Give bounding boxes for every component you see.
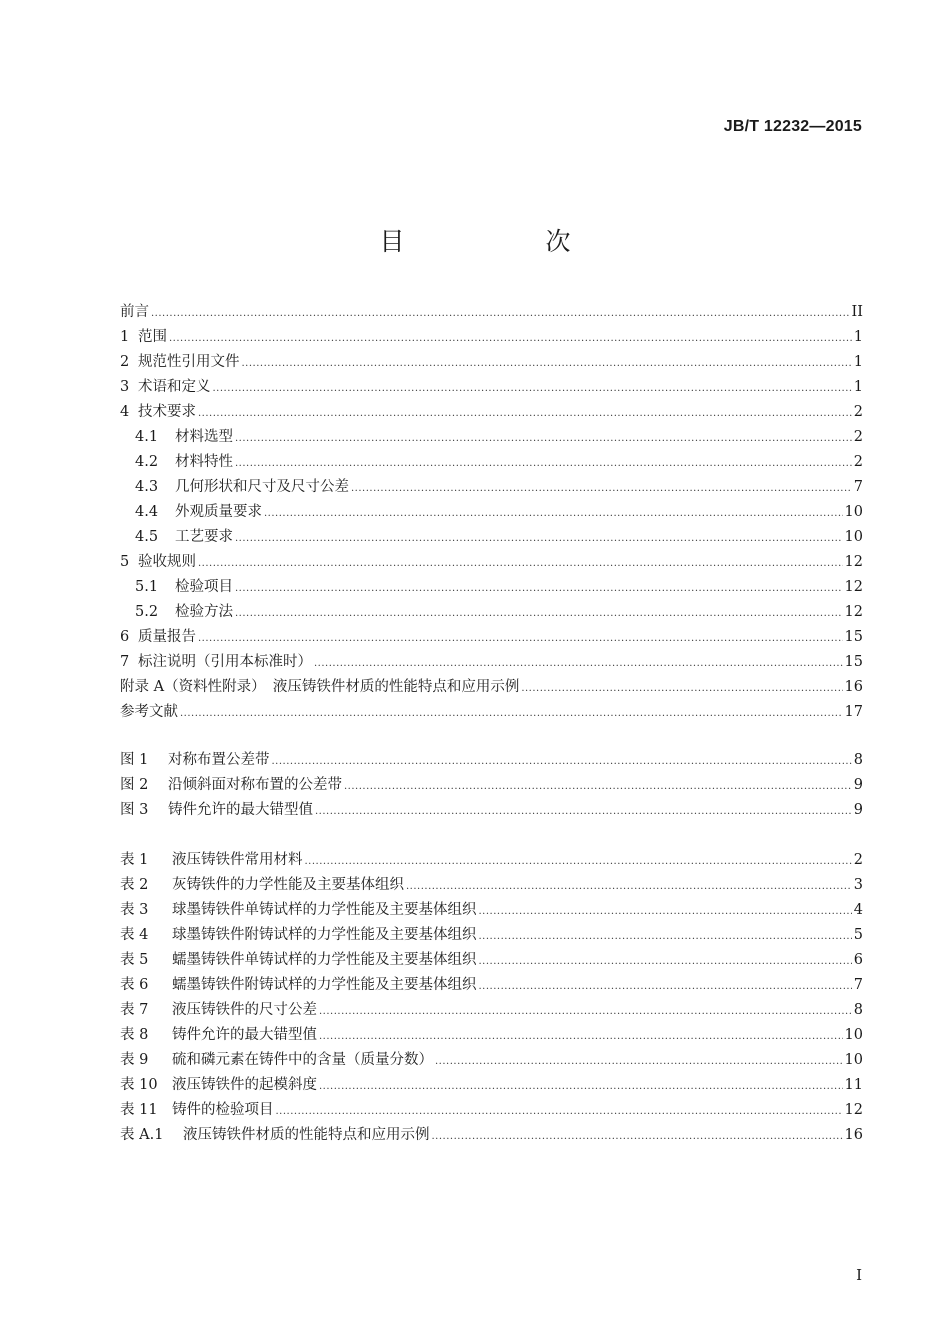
dot-leader [305,849,852,874]
toc-entry-number: 5 [120,554,130,570]
dot-leader [235,526,843,551]
toc-entry-number: 1 [120,329,130,345]
dot-leader [151,301,850,326]
toc-entry-number: 4.1 [135,429,159,445]
toc-entry[interactable] [120,375,863,400]
toc-entry-number: 图 1 [120,752,149,768]
toc-entry-page: 7 [853,479,863,495]
toc-entry[interactable] [120,998,863,1023]
toc-entry-label: 几何形状和尺寸及尺寸公差 [175,479,349,495]
toc-entry[interactable] [120,748,863,773]
toc-entry-label: 外观质量要求 [175,504,262,520]
toc-entry-label: 验收规则 [138,554,196,570]
toc-entry-label: 球墨铸铁件附铸试样的力学性能及主要基体组织 [172,927,477,943]
dot-leader [406,874,852,899]
page-number: I [856,1266,862,1284]
toc-entry-label: 对称布置公差带 [168,752,270,768]
dot-leader [432,1124,843,1149]
toc-entry[interactable] [120,1023,863,1048]
toc-entry[interactable] [120,923,863,948]
toc-entry-page: 2 [853,429,863,445]
dot-leader [198,401,852,426]
toc-entry-label: 工艺要求 [175,529,233,545]
toc-entry-page: 10 [844,1027,863,1043]
toc-entry[interactable] [120,500,863,525]
toc-entry-page: 2 [853,404,863,420]
toc-entry[interactable] [120,1123,863,1148]
toc-entry-number: 表 10 [120,1077,158,1093]
toc-entry[interactable] [120,773,863,798]
toc-entry-label: 范围 [138,329,167,345]
toc-entry[interactable] [120,625,863,650]
toc-entry[interactable] [120,848,863,873]
toc-entry-page: 2 [853,454,863,470]
toc-entry-page: 4 [853,902,863,918]
toc-entry-number: 5.2 [135,604,159,620]
toc-entry-number: 表 3 [120,902,149,918]
toc-entry-page: 7 [853,977,863,993]
toc-entry-number: 表 1 [120,852,149,868]
toc-entry-label: 质量报告 [138,629,196,645]
toc-entry-page: 12 [844,1102,863,1118]
toc-entry-label: 材料选型 [175,429,233,445]
dot-leader [198,551,843,576]
toc-entry-page: 9 [853,777,863,793]
toc-entry-number: 4 [120,404,130,420]
toc-entry-page: 1 [853,354,863,370]
toc-entry[interactable] [120,675,863,700]
toc-entry[interactable] [120,873,863,898]
toc-entry-page: 8 [853,752,863,768]
toc-entry[interactable] [120,575,863,600]
toc-entry-number: 表 7 [120,1002,149,1018]
toc-entry-page: 16 [844,679,863,695]
toc-entry-label: 参考文献 [120,704,178,720]
toc-entry-page: 12 [844,554,863,570]
toc-entry-label: 检验方法 [175,604,233,620]
toc-entry[interactable] [120,325,863,350]
toc-entry-page: 17 [844,704,863,720]
toc-entry-label: 液压铸铁件的尺寸公差 [172,1002,317,1018]
toc-entry[interactable] [120,1073,863,1098]
toc-entry-label: 硫和磷元素在铸件中的含量（质量分数） [172,1052,433,1068]
toc-entry-number: 表 9 [120,1052,149,1068]
toc-entry[interactable] [120,973,863,998]
toc-entry-number: 5.1 [135,579,159,595]
toc-entry-label: 铸件允许的最大错型值 [168,802,313,818]
toc-entry-label: 标注说明（引用本标准时） [138,654,312,670]
toc-entry-page: 3 [853,877,863,893]
dot-leader [314,651,843,676]
dot-leader [264,501,843,526]
toc-entry-label: 灰铸铁件的力学性能及主要基体组织 [172,877,404,893]
dot-leader [235,576,843,601]
toc-entry-number: 表 5 [120,952,149,968]
toc-entry-page: 10 [844,529,863,545]
toc-entry[interactable] [120,425,863,450]
toc-entry[interactable] [120,475,863,500]
dot-leader [272,749,852,774]
dot-leader [235,601,843,626]
toc-entry-label: 术语和定义 [138,379,211,395]
dot-leader [344,774,852,799]
toc-entry-label: 前言 [120,304,149,320]
dot-leader [180,701,843,726]
toc-entry-label: 检验项目 [175,579,233,595]
tables-list [120,848,863,1148]
toc-entry-page: 2 [853,852,863,868]
toc-entry-page: 10 [844,504,863,520]
toc-entry-label: 蠕墨铸铁件单铸试样的力学性能及主要基体组织 [172,952,477,968]
toc-entry-label: 蠕墨铸铁件附铸试样的力学性能及主要基体组织 [172,977,477,993]
toc-entry-number: 图 2 [120,777,149,793]
toc-entry-page: 6 [853,952,863,968]
dot-leader [242,351,852,376]
dot-leader [435,1049,843,1074]
toc-entry-number: 表 11 [120,1102,158,1118]
toc-entry[interactable] [120,898,863,923]
toc-entry[interactable] [120,300,863,325]
dot-leader [319,1074,843,1099]
toc-entry-label: 沿倾斜面对称布置的公差带 [168,777,342,793]
toc-entry-page: 8 [853,1002,863,1018]
toc-entry-label: 球墨铸铁件单铸试样的力学性能及主要基体组织 [172,902,477,918]
toc-entry[interactable] [120,525,863,550]
toc-entry-number: 3 [120,379,130,395]
toc-entry[interactable] [120,400,863,425]
toc-entry-label: 技术要求 [138,404,196,420]
toc-entry-label: 铸件允许的最大错型值 [172,1027,317,1043]
toc-entry-number: 7 [120,654,130,670]
toc-entry-number: 4.2 [135,454,159,470]
toc-entry-page: II [851,304,863,320]
toc-entry[interactable] [120,350,863,375]
dot-leader [521,676,842,701]
toc-entry-page: 1 [853,329,863,345]
toc-entry-page: 9 [853,802,863,818]
toc-entry[interactable] [120,1048,863,1073]
toc-entry-label: 铸件的检验项目 [172,1102,274,1118]
toc-entry-number: 4.3 [135,479,159,495]
toc-entry-label: 液压铸铁件材质的性能特点和应用示例 [183,1127,430,1143]
toc-entry[interactable] [120,550,863,575]
toc-entry-page: 15 [844,629,863,645]
toc-entry-number: 4.4 [135,504,159,520]
toc-entry[interactable] [120,450,863,475]
toc-entry-page: 1 [853,379,863,395]
toc-entry[interactable] [120,600,863,625]
dot-leader [479,924,852,949]
dot-leader [351,476,852,501]
dot-leader [319,999,852,1024]
toc-entry-label: 规范性引用文件 [138,354,240,370]
table-of-contents [120,300,863,1148]
toc-entry-page: 5 [853,927,863,943]
toc-entry-label: 液压铸铁件的起模斜度 [172,1077,317,1093]
dot-leader [198,626,843,651]
contents-list [120,300,863,725]
toc-entry[interactable] [120,798,863,823]
figures-list [120,748,863,823]
toc-entry-number: 表 2 [120,877,149,893]
dot-leader [235,451,852,476]
toc-entry-number: 图 3 [120,802,149,818]
toc-entry-number: 2 [120,354,130,370]
dot-leader [319,1024,843,1049]
toc-entry-number: 表 6 [120,977,149,993]
toc-entry-number: 4.5 [135,529,159,545]
toc-entry-page: 12 [844,604,863,620]
dot-leader [479,974,852,999]
dot-leader [479,949,852,974]
dot-leader [169,326,852,351]
document-code: JB/T 12232—2015 [723,118,862,135]
toc-entry-label: 材料特性 [175,454,233,470]
toc-entry-number: 表 8 [120,1027,149,1043]
toc-entry[interactable] [120,650,863,675]
toc-entry-label: 附录 A（资料性附录） 液压铸铁件材质的性能特点和应用示例 [120,679,520,695]
toc-entry[interactable] [120,1098,863,1123]
toc-entry[interactable] [120,948,863,973]
toc-entry-page: 12 [844,579,863,595]
toc-entry-page: 11 [844,1077,863,1093]
dot-leader [479,899,852,924]
toc-entry-number: 表 4 [120,927,149,943]
toc-entry-number: 6 [120,629,130,645]
dot-leader [235,426,852,451]
toc-title: 目 次 [379,227,629,256]
dot-leader [276,1099,843,1124]
toc-entry-number: 表 A.1 [120,1127,164,1143]
toc-entry[interactable] [120,700,863,725]
toc-entry-page: 10 [844,1052,863,1068]
dot-leader [315,799,852,824]
toc-entry-label: 液压铸铁件常用材料 [172,852,303,868]
toc-entry-page: 16 [844,1127,863,1143]
dot-leader [213,376,852,401]
toc-entry-page: 15 [844,654,863,670]
